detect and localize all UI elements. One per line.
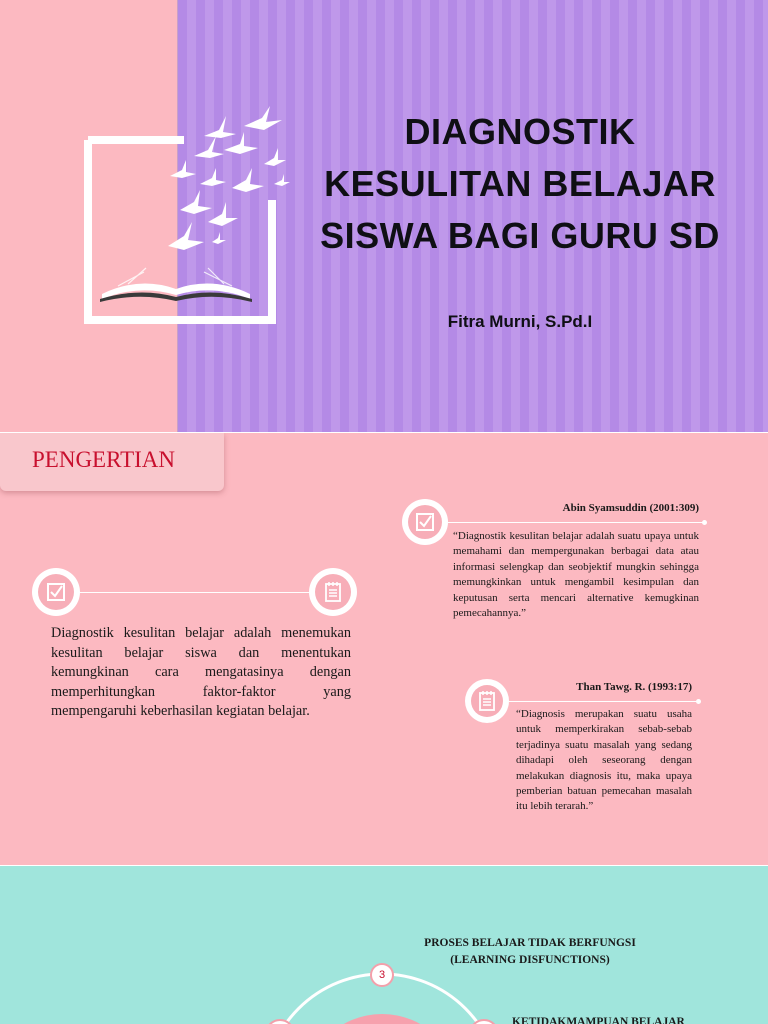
author-name: Fitra Murni, S.Pd.I [447, 312, 593, 331]
quote-text: “Diagnostik kesulitan belajar adalah suatu upaya untuk memahami dan mempergunakan berbagai data atau informasi selengkap dan seobjektif mungkin sehingga memungkinkan untuk mengambil kesimpulan dan keputusan serta mencari alternative kemugkinan pemecahannya.” [453, 530, 699, 620]
presentation-title [300, 106, 740, 262]
quote-divider [509, 701, 699, 702]
next-heading: KETIDAKMAMPUAN BELAJAR [512, 1016, 685, 1024]
title-line: KESULITAN BELAJAR [324, 163, 716, 204]
step-number-badge: 3 [370, 963, 394, 987]
checkbox-icon [402, 499, 448, 545]
book-icon [100, 268, 252, 302]
connector-line [56, 592, 340, 593]
book-and-birds-illustration [84, 96, 304, 326]
title-line: SISWA BAGI GURU SD [320, 215, 720, 256]
divider-dot [702, 520, 707, 525]
section-tab [0, 433, 224, 491]
section-tab-label: PENGERTIAN [32, 447, 175, 472]
heading-line: (LEARNING DISFUNCTIONS) [450, 954, 610, 966]
checkbox-icon [32, 568, 80, 616]
process-heading [400, 935, 660, 969]
heading-line: PROSES BELAJAR TIDAK BERFUNGSI [424, 937, 636, 949]
title-slide [0, 0, 768, 432]
quote-text: “Diagnosis merupakan suatu usaha untuk memperkirakan sebab-sebab terjadinya suatu masalah yang sedang dihadapi oleh seseorang dengan melakukan diagnosis itu, maka upaya pemberian batuan pemecahan masalah itu lebih terarah.” [516, 708, 692, 813]
quote-source: Than Tawg. R. (1993:17) [576, 681, 692, 693]
notepad-icon [465, 679, 509, 723]
quote-divider [448, 522, 704, 523]
notepad-icon [309, 568, 357, 616]
title-line: DIAGNOSTIK [404, 111, 636, 152]
quote-source: Abin Syamsuddin (2001:309) [562, 502, 699, 514]
learning-problems-slide [0, 866, 768, 1024]
divider-dot [696, 699, 701, 704]
definition-text: Diagnostik kesulitan belajar adalah menemukan kesulitan belajar siswa dan menentukan kemungkinan cara mengatasinya dengan memperhitungkan faktor-faktor yang mempengaruhi keberhasilan kegiatan belajar. [51, 625, 351, 719]
definition-slide [0, 433, 768, 865]
